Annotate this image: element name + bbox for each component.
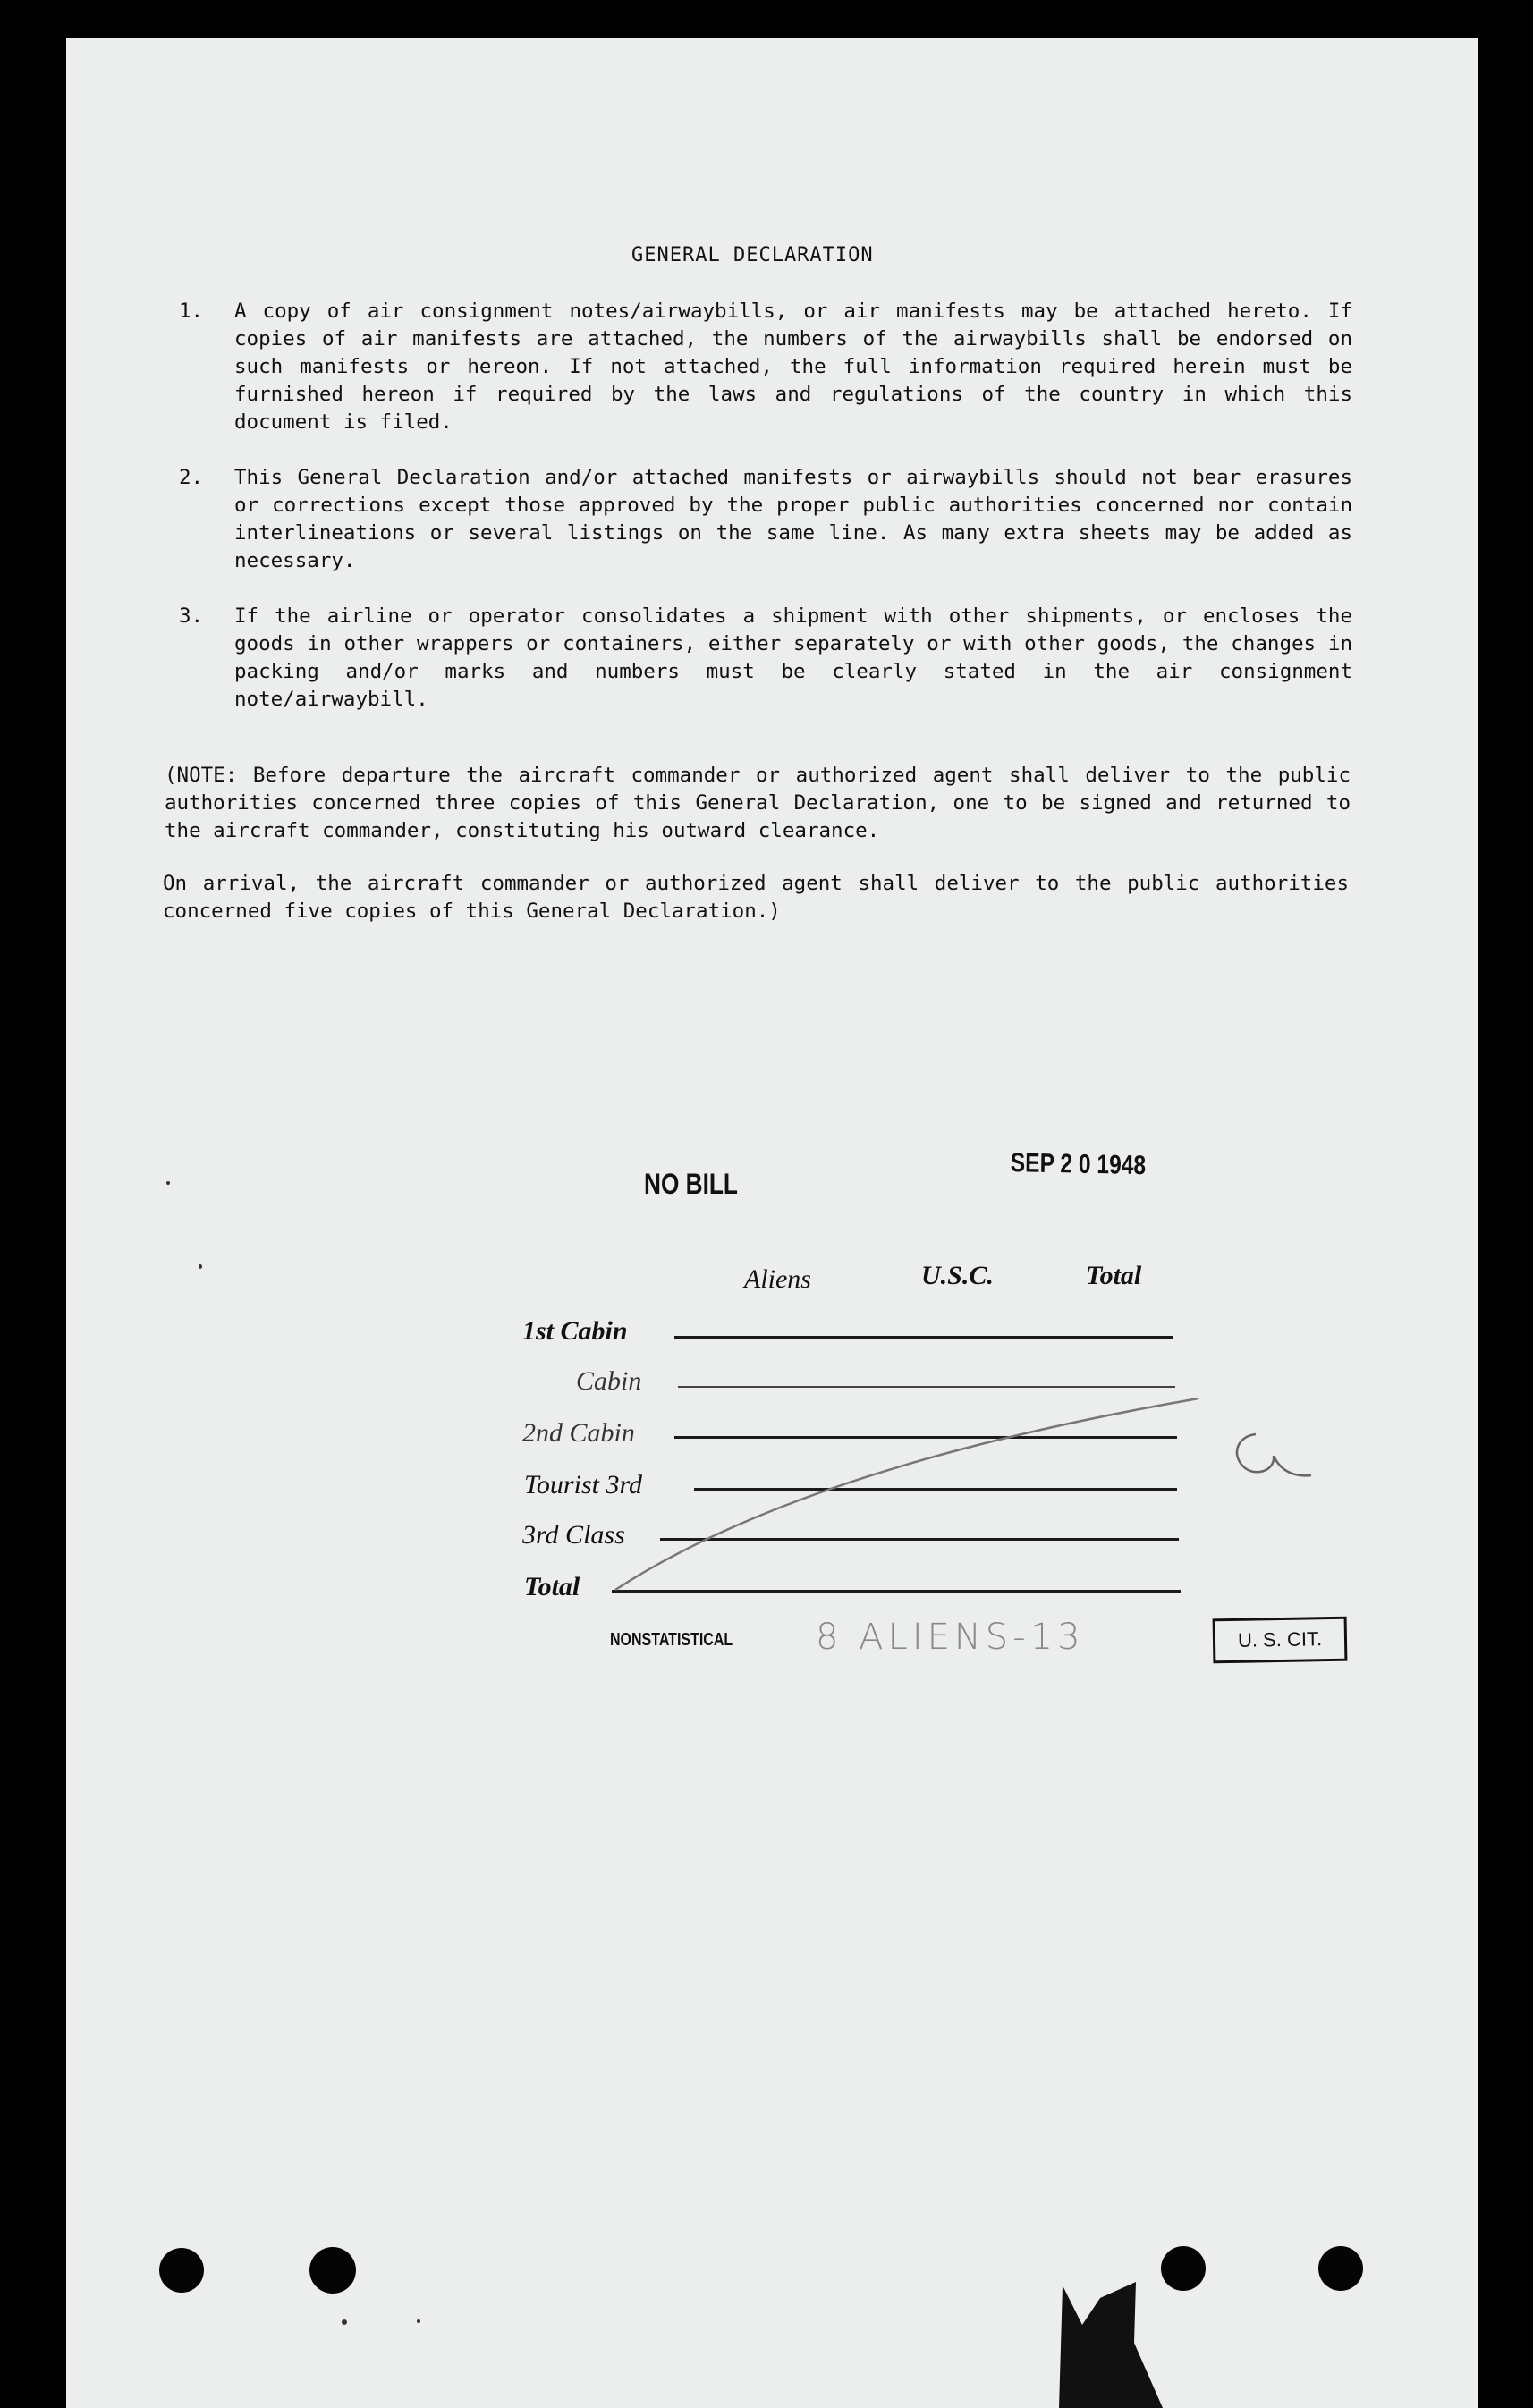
- column-total: Total: [1086, 1261, 1142, 1290]
- document-title: GENERAL DECLARATION: [631, 244, 874, 266]
- clause-text: This General Declaration and/or attached manifests or airwaybills should not bear erasures or corrections except those approved by the proper public authorities concerned nor contain interlineations or several listings on the same line. As many extra sheets may be added as necessary.: [234, 466, 1352, 572]
- row-label-1st-cabin: 1st Cabin: [522, 1316, 628, 1346]
- speck: [342, 2319, 347, 2325]
- punch-hole: [1318, 2246, 1363, 2291]
- clause-number: 1.: [179, 300, 204, 323]
- punch-hole: [1161, 2246, 1206, 2291]
- speck: [166, 1181, 170, 1185]
- punch-hole: [159, 2248, 204, 2293]
- us-citizen-stamp: U. S. CIT.: [1213, 1617, 1348, 1664]
- row-line: [674, 1336, 1173, 1339]
- note-arrival: On arrival, the aircraft commander or authorized agent shall deliver to the public authorities concerned five copies of this General Declaration.): [163, 872, 1349, 923]
- date-stamp: SEP 2 0 1948: [1010, 1148, 1147, 1181]
- clause-2: [179, 464, 1359, 580]
- row-line: [678, 1386, 1175, 1388]
- row-label-2nd-cabin: 2nd Cabin: [522, 1418, 635, 1448]
- clause-number: 2.: [179, 466, 204, 489]
- row-line: [660, 1538, 1179, 1541]
- clause-3: [179, 603, 1359, 719]
- row-label-tourist-3rd: Tourist 3rd: [524, 1470, 643, 1500]
- speck: [417, 2319, 420, 2323]
- row-label-3rd-class: 3rd Class: [522, 1520, 625, 1550]
- punch-hole: [309, 2247, 356, 2294]
- row-line: [694, 1488, 1177, 1491]
- row-line: [612, 1590, 1181, 1593]
- nonstatistical-stamp: NONSTATISTICAL: [610, 1630, 733, 1650]
- column-aliens: Aliens: [744, 1264, 811, 1294]
- speck: [199, 1264, 202, 1269]
- row-line: [674, 1436, 1177, 1439]
- clause-1: [179, 298, 1359, 434]
- column-usc: U.S.C.: [921, 1261, 994, 1290]
- clause-text: A copy of air consignment notes/airwaybills, or air manifests may be attached hereto. If copies of air manifests are attached, the numbers of the airwaybills shall be endorsed on such manifests or hereon. If not attached, the full information required herein must be furnished hereon if required by the laws and regulations of the country in which this document is filed.: [234, 300, 1352, 434]
- clause-number: 3.: [179, 604, 204, 628]
- no-bill-stamp: NO BILL: [644, 1168, 738, 1200]
- clause-text: If the airline or operator consolidates a shipment with other shipments, or encloses the goods in other wrappers or containers, either separately or with other goods, the changes in packing and/or marks and numbers must be clearly stated in the air consignment note/airwaybill.: [234, 604, 1352, 711]
- row-label-total: Total: [524, 1572, 580, 1601]
- row-label-cabin: Cabin: [576, 1366, 642, 1396]
- handwritten-alien-count: 8 ALIENS-13: [816, 1617, 1085, 1658]
- note-departure: (NOTE: Before departure the aircraft commander or authorized agent shall deliver to the public authorities concerned three copies of this General Declaration, one to be signed and returned to the aircraft commander, constituting his outward clearance.: [165, 764, 1351, 842]
